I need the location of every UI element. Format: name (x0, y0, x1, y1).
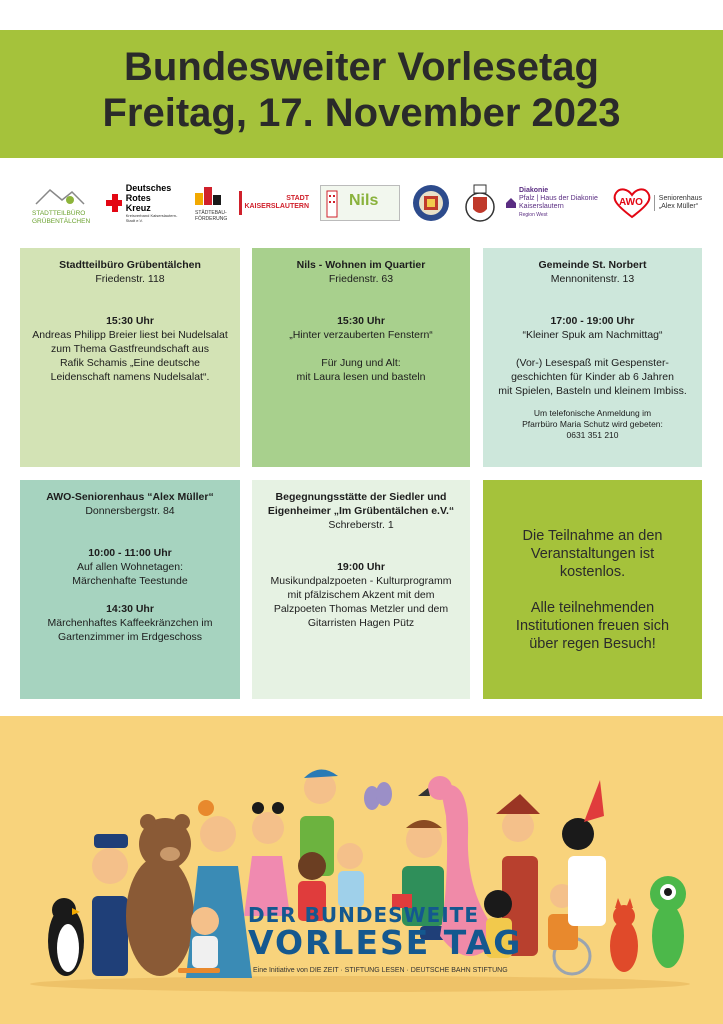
info-text: über regen Besuch! (529, 635, 656, 652)
venue-name: Eigenheimer „Im Grübentälchen e.V.“ (267, 505, 455, 517)
logo-text: Rotes (125, 193, 151, 203)
partner-logos (20, 172, 703, 234)
logo-text: STADT (286, 195, 309, 202)
logo-text: STADTTEILBÜRO GRÜBENTÄLCHEN (32, 210, 91, 225)
logo-staedtebau (195, 172, 239, 234)
brand-line-1: DER BUNDESWEITE (248, 903, 479, 927)
logo-text: Kaiserslautern (519, 203, 564, 210)
house-icon (32, 182, 94, 208)
illustration-banner (0, 716, 723, 1024)
info-text: Institutionen freuen sich (515, 617, 670, 634)
logo-text: Kreuz (125, 203, 151, 213)
venue-name: Begegnungsstätte der Siedler und (275, 491, 447, 503)
logo-text: Kreisverband Kaiserslautern-Stadt e.V. (125, 213, 178, 223)
venue-address: Friedenstr. 118 (95, 273, 165, 285)
kl-icon (237, 188, 242, 218)
event-time: 15:30 Uhr (106, 315, 154, 327)
event-card-nils (252, 248, 470, 467)
header-banner (0, 30, 723, 158)
venue-address: Friedenstr. 63 (328, 273, 394, 285)
info-text: Die Teilnahme an den (522, 527, 663, 544)
party-woman-figure (562, 780, 606, 926)
event-text: geschichten für Kinder ab 6 Jahren (511, 371, 674, 383)
penguin-figure (48, 898, 84, 976)
event-date: Freitag, 17. November 2023 (102, 91, 621, 135)
event-time: 17:00 - 19:00 Uhr (550, 315, 635, 327)
info-text: Veranstaltungen ist (530, 545, 655, 562)
event-text: Märchenhaftes Kaffeekränzchen im (47, 617, 213, 629)
event-text: Musikundpalzpoeten - Kulturprogramm (270, 575, 452, 587)
logo-text: Nils (349, 192, 379, 209)
event-title: “Kleiner Spuk am Nachmittag“ (522, 329, 663, 341)
cat-figure (610, 898, 638, 972)
event-text: zum Thema Gastfreundschaft aus (51, 343, 209, 355)
event-card-awo (20, 480, 240, 699)
event-time: 19:00 Uhr (337, 561, 385, 573)
logo-text: Region West (519, 212, 548, 218)
heart-icon (612, 187, 650, 219)
phone-number: 0631 351 210 (566, 430, 619, 440)
house-icon (506, 198, 516, 208)
girl-figure (244, 802, 290, 916)
logo-nils (320, 172, 400, 234)
event-title: „Hinter verzauberten Fenstern“ (289, 329, 433, 341)
red-cross-icon (106, 194, 122, 212)
info-text: Alle teilnehmenden (530, 599, 655, 616)
brand-tagline: Eine Initiative von DIE ZEIT · STIFTUNG LESEN · DEUTSCHE BAHN STIFTUNG (253, 967, 508, 974)
logo-text: Deutsches (125, 183, 172, 193)
event-text: Gartenzimmer im Erdgeschoss (57, 631, 203, 643)
venue-name: AWO-Seniorenhaus “Alex Müller“ (46, 491, 214, 503)
event-text: Leidenschaft namens Nudelsalat“. (50, 371, 210, 383)
logo-stadt-kaiserslautern (237, 172, 309, 234)
registration-note: Um telefonische Anmeldung im (533, 408, 652, 418)
logo-text: STÄDTEBAU-FÖRDERUNG (195, 209, 228, 222)
shield-icon (465, 183, 495, 223)
logo-text: Pfalz | Haus der Diakonie (519, 195, 598, 202)
logo-text: Diakonie (519, 187, 549, 194)
venue-address: Schreberstr. 1 (328, 519, 394, 531)
event-time: 15:30 Uhr (337, 315, 385, 327)
event-text: (Vor-) Lesespaß mit Gespenster- (516, 357, 669, 369)
event-text: Andreas Philipp Breier liest bei Nudelsalat (32, 329, 228, 341)
logo-diakonie (506, 172, 602, 234)
event-text: Palzpoeten Thomas Metzler und dem (273, 603, 449, 615)
venue-name: Stadtteilbüro Grübentälchen (59, 259, 201, 271)
event-text: Gitarristen Hagen Pütz (307, 617, 415, 629)
logo-text: KAISERSLAUTERN (244, 203, 309, 210)
characters-illustration (0, 716, 723, 1024)
event-text: Märchenhafte Teestunde (72, 575, 188, 587)
event-card-begegnungsstaette (252, 480, 470, 699)
event-text: Rafik Schamis „Eine deutsche (59, 357, 201, 369)
info-card-free-admission (483, 480, 702, 699)
event-time: 10:00 - 11:00 Uhr (88, 547, 172, 559)
info-text: kostenlos. (559, 563, 626, 580)
building-icon (195, 185, 225, 205)
event-title: Bundesweiter Vorlesetag (124, 45, 599, 89)
conductor-figure (92, 834, 128, 976)
venue-address: Donnersbergstr. 84 (85, 505, 175, 517)
logo-text: Seniorenhaus (658, 195, 702, 202)
event-text: Auf allen Wohnetagen: (76, 561, 184, 573)
butterfly-figure (364, 782, 392, 810)
event-text: mit pfälzischem Akzent mit dem (287, 589, 435, 601)
bear-figure (126, 814, 194, 976)
emblem-icon (412, 184, 450, 222)
event-text: mit Laura lesen und basteln (296, 371, 426, 383)
venue-address: Mennonitenstr. 13 (550, 273, 635, 285)
logo-siedler (465, 172, 501, 234)
registration-note: Pfarrbüro Maria Schutz wird gebeten: (522, 419, 663, 429)
event-time: 14:30 Uhr (106, 603, 154, 615)
event-card-st-norbert (483, 248, 702, 467)
logo-st-norbert (412, 172, 456, 234)
building-icon (325, 187, 341, 219)
event-text: Für Jung und Alt: (321, 357, 401, 369)
logo-text: AWO (619, 197, 643, 208)
alien-figure (650, 876, 686, 968)
venue-name: Gemeinde St. Norbert (538, 259, 647, 271)
event-text: mit Spielen, Basteln und kleinem Imbiss. (498, 385, 687, 397)
logo-drk (106, 172, 186, 234)
logo-stadtteilbuero (32, 172, 94, 234)
venue-name: Nils - Wohnen im Quartier (296, 259, 426, 271)
brand-line-2: VORLESE TAG (248, 923, 523, 962)
logo-text: „Alex Müller“ (658, 203, 699, 210)
logo-awo (612, 172, 702, 234)
event-card-stadtteilbuero (20, 248, 240, 467)
